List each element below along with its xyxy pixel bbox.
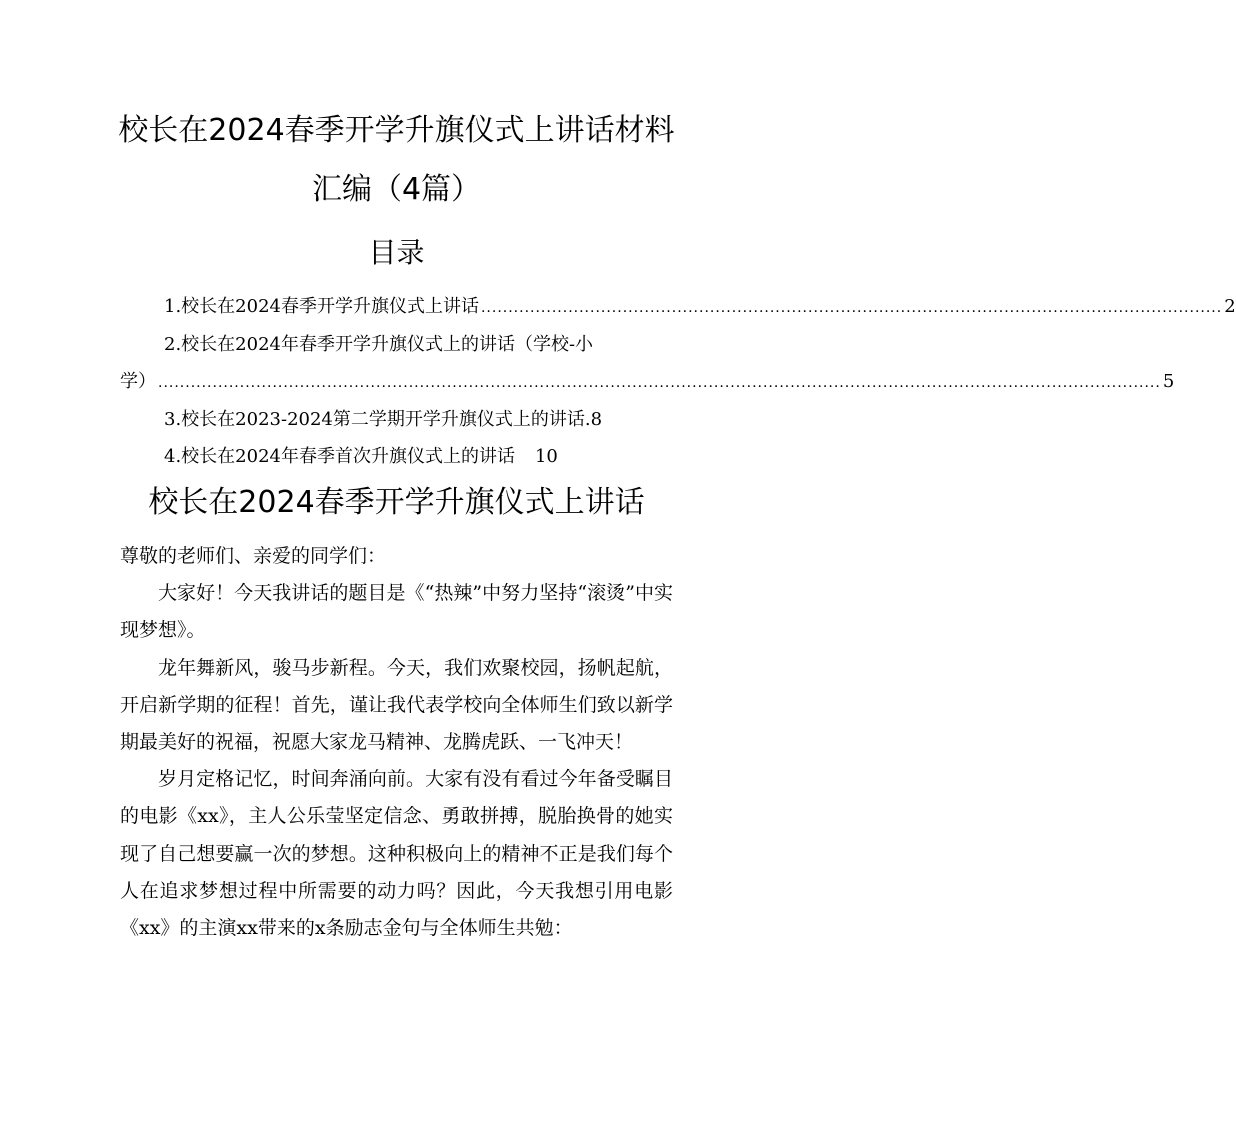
toc-item-4[interactable] <box>164 445 674 469</box>
toc-item-2-continued[interactable] <box>120 370 1175 395</box>
toc-page-number: 10 <box>534 446 558 467</box>
toc-heading: 目录 <box>368 236 425 269</box>
body-paragraph: 龙年舞新风，骏马步新程。今天，我们欢聚校园，扬帆起航，开启新学期的征程！首先，谨让我代表学校向全体师生们致以新学期最美好的祝福，祝愿大家龙马精神、龙腾虎跃、一飞冲天！ <box>120 656 673 754</box>
toc-item-text: 4.校长在2024年春季首次升旗仪式上的讲话 <box>164 446 515 467</box>
body-paragraph: 大家好！今天我讲话的题目是《“热辣”中努力坚持“滚烫”中实现梦想》。 <box>120 582 673 642</box>
document-title-line-1: 校长在2024春季开学升旗仪式上讲话材料 <box>118 113 675 148</box>
body-paragraph: 岁月定格记忆，时间奔涌向前。大家有没有看过今年备受瞩目的电影《xx》，主人公乐莹坚定信念、勇敢拼搏，脱胎换骨的她实现了自己想要赢一次的梦想。这种积极向上的精神不正是我们每个人在追求梦想过程中所需要的动力吗？因此，今天我想引用电影《xx》的主演xx带来的x条励志金句与全体师生共勉： <box>120 768 673 940</box>
speech-title: 校长在2024春季开学升旗仪式上讲话 <box>148 485 645 520</box>
toc-item-text: 1.校长在2024春季开学升旗仪式上讲话 <box>164 296 479 317</box>
salutation: 尊敬的老师们、亲爱的同学们： <box>120 545 387 567</box>
toc-item-3[interactable] <box>164 408 674 432</box>
toc-item-text: 2.校长在2024年春季开学升旗仪式上的讲话（学校-小 <box>164 334 594 355</box>
toc-item-1[interactable] <box>164 295 1236 320</box>
toc-page-number: 5 <box>1162 371 1175 392</box>
toc-item-text: 学） <box>120 371 156 392</box>
toc-item-text: 3.校长在2023-2024第二学期开学升旗仪式上的讲话. <box>164 409 591 430</box>
document-title-line-2: 汇编（4篇） <box>311 172 482 207</box>
toc-page-number: 2 <box>1224 296 1236 317</box>
toc-item-2[interactable] <box>164 333 674 357</box>
speech-body <box>120 538 673 947</box>
table-of-contents <box>0 0 1236 470</box>
toc-page-number: 8 <box>590 409 603 430</box>
toc-leader-dots: ........................................................................................................................................................................................ <box>158 375 1161 391</box>
toc-leader-dots: ........................................................................................................................................ <box>480 300 1223 316</box>
